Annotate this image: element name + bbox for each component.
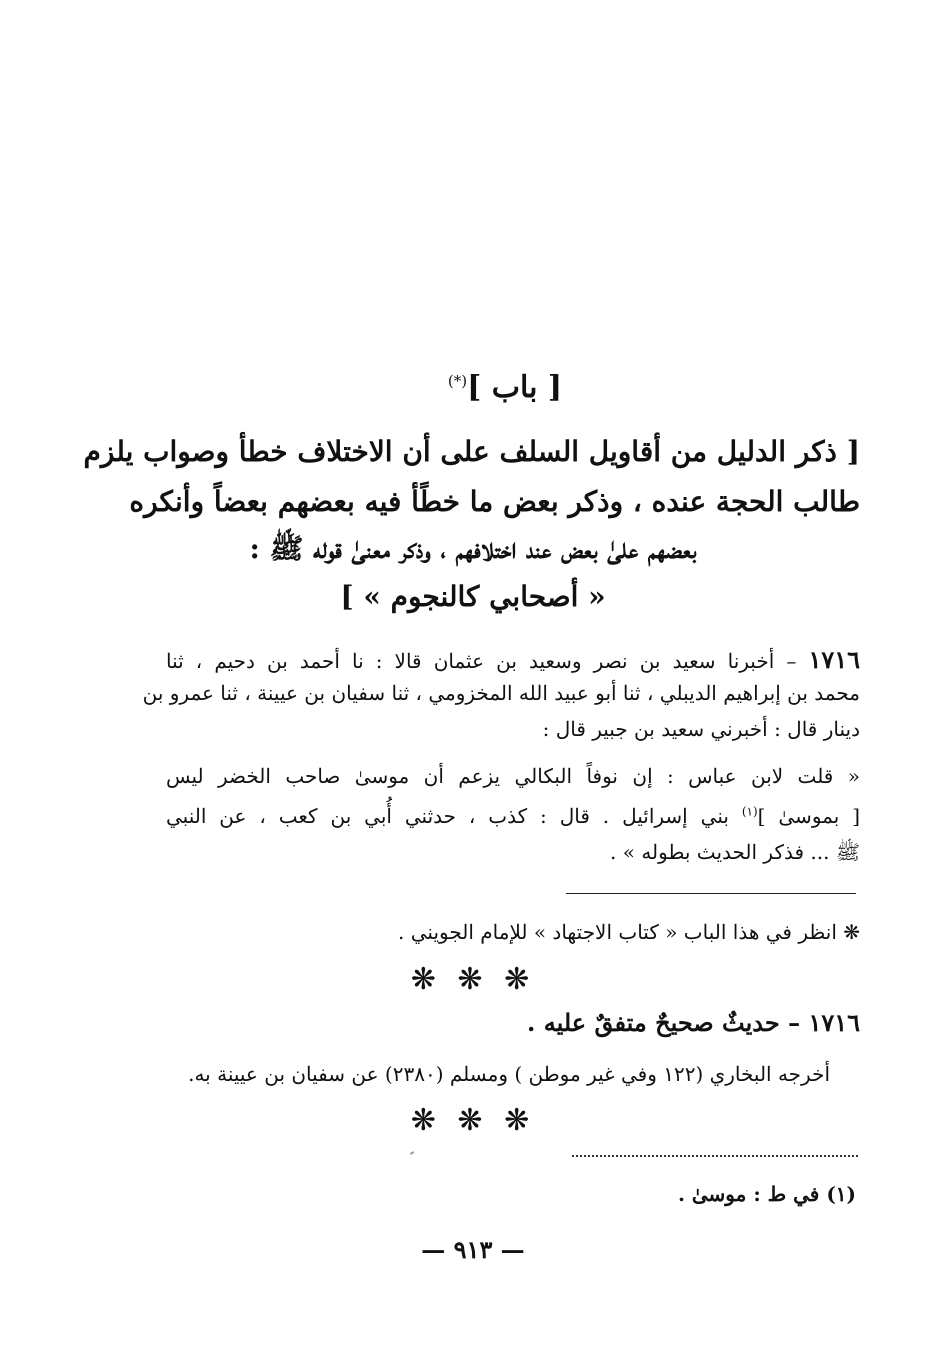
hadith-line-6: ﷺ ... فذكر الحديث بطوله » . [610,840,860,864]
hadith-line-2: محمد بن إبراهيم الديبلي ، ثنا أبو عبيد الله المخزومي ، ثنا سفيان بن عيينة ، ثنا عمرو بن [142,681,860,705]
grading-number: ١٧١٦ [808,1008,860,1037]
hadith-grading [527,1008,860,1037]
hadith-isnad-start: – أخبرنا سعيد بن نصر وسعيد بن عثمان قالا : نا أحمد بن دحيم ، ثنا [166,649,809,673]
page-number: — ٩١٣ — [421,1235,525,1264]
chapter-title-line-4: « أصحابي كالنجوم » ] [340,580,606,613]
star-separator-2: ❋ ❋ ❋ [410,1103,536,1138]
takhrij-note: أخرجه البخاري (١٢٢ وفي غير موطن ) ومسلم (٢٣٨٠) عن سفيان بن عيينة به. [188,1062,830,1086]
section-divider [566,893,856,894]
grading-text: – حديثٌ صحيحٌ متفقٌ عليه . [527,1008,809,1037]
chapter-title-line-2: طالب الحجة عنده ، وذكر بعض ما خطًأ فيه بعضهم بعضاً وأنكره [129,485,860,518]
hadith-line-4: « قلت لابن عباس : إن نوفاً البكالي يزعم أن موسىٰ صاحب الخضر ليس [166,764,860,788]
footnote-divider [572,1155,858,1157]
hadith-line-3: دينار قال : أخبرني سعيد بن جبير قال : [542,717,860,741]
hadith-line-1 [166,645,860,674]
star-separator: ❋ ❋ ❋ [410,962,536,997]
print-speck [410,1151,414,1155]
hadith-matn-continued: بني إسرائيل . قال : كذب ، حدثني أُبي بن كعب ، عن النبي [166,804,742,828]
chapter-title-line-1: [ ذكر الدليل من أقاويل السلف على أن الاختلاف خطأ وصواب يلزم [83,435,860,468]
hadith-line-5 [166,804,860,828]
chapter-marker: (*) [447,372,468,390]
chapter-title-line-3: بعضهم علىٰ بعض عند اختلافهم ، وذكر معنىٰ قوله ﷺ : [249,532,697,565]
chapter-note: ❋ انظر في هذا الباب « كتاب الاجتهاد » للإمام الجويني . [398,920,860,944]
hadith-number: ١٧١٦ [808,645,860,674]
chapter-label: [ باب ] [467,370,563,405]
footnote-reference: (١) [741,804,758,819]
footnote-1: (١) في ط : موسىٰ . [677,1182,856,1206]
chapter-heading [150,370,860,405]
hadith-bracketed-word: [ بموسىٰ ] [757,804,860,828]
